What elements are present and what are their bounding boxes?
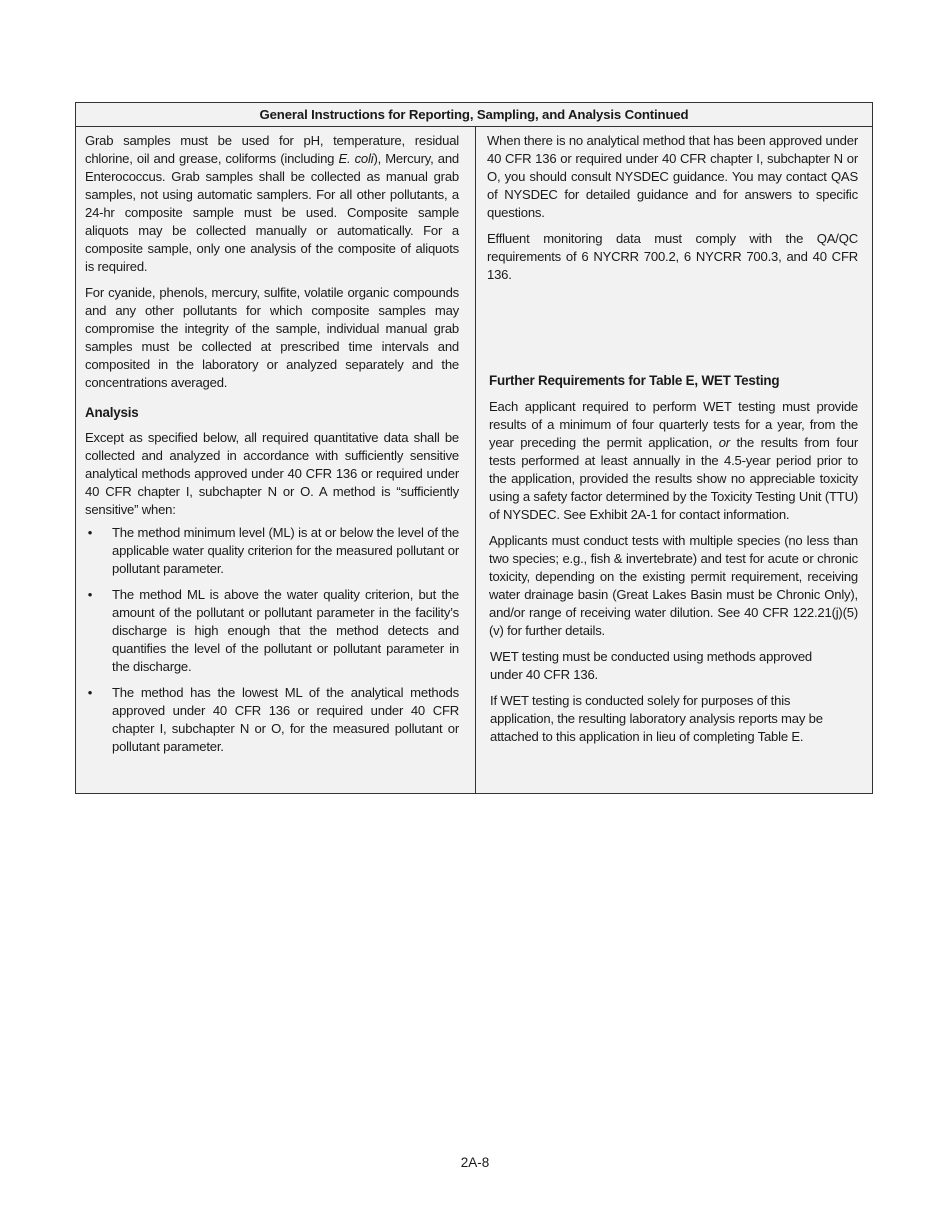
wet-methods-paragraph: WET testing must be conducted using methods approved under 40 CFR 136. — [490, 649, 812, 682]
e-coli-italic: E. coli — [338, 151, 374, 166]
page-number: 2A-8 — [460, 1155, 490, 1170]
wet-solely-paragraph: If WET testing is conducted solely for purposes of this application, the resulting laboratory analysis reports may be attached to this application in lieu of completing Table E. — [490, 693, 823, 744]
criteria-item: • The method minimum level (ML) is at or below the level of the applicable water quality criterion for the measured pollutant or pollutant parameter. — [85, 524, 459, 578]
sensitivity-criteria-list — [85, 524, 459, 756]
analysis-intro-paragraph: Except as specified below, all required quantitative data shall be collected and analyzed in accordance with sufficiently sensitive analytical methods approved under 40 CFR 136 or required under 40 CFR chapter I, subchapter N or O. A method is “sufficiently sensitive” when: — [85, 430, 459, 517]
bullet-icon: • — [87, 587, 93, 602]
bullet-icon: • — [87, 685, 93, 700]
wet-applicant-paragraph: Each applicant required to perform WET testing must provide results of a minimum of four quarterly tests for a year, from the year preceding the permit application, or the results from four tests performed at least annually in the 4.5-year period prior to the application, provided the results show no appreciable toxicity using a safety factor determined by the Toxicity Testing Unit (TTU) of NYSDEC. See Exhibit 2A-1 for contact information. — [489, 399, 858, 522]
or-italic: or — [718, 435, 730, 450]
criteria-item: • The method ML is above the water quality criterion, but the amount of the pollutant or pollutant parameter in the facility’s discharge is high enough that the method detects and quantifies the level of the pollutant or pollutant parameter in the discharge. — [85, 586, 459, 676]
analysis-heading: Analysis — [85, 405, 139, 420]
left-column — [76, 126, 475, 764]
species-paragraph: Applicants must conduct tests with multiple species (no less than two species; e.g., fish & invertebrate) and test for acute or chronic toxicity, depending on the existing permit requirement, receiving water drainage basin (Great Lakes Basin must be Chronic Only), and/or range of receiving water dilution. See 40 CFR 122.21(j)(5)(v) for further details. — [489, 533, 858, 638]
right-column — [476, 126, 874, 754]
no-method-paragraph: When there is no analytical method that has been approved under 40 CFR 136 or required under 40 CFR chapter I, subchapter N or O, you should consult NYSDEC guidance. You may contact QAS of NYSDEC for detailed guidance and for answers to specific questions. — [487, 133, 858, 220]
cyanide-paragraph: For cyanide, phenols, mercury, sulfite, volatile organic compounds and any other pollutants for which composite samples may compromise the integrity of the sample, individual manual grab samples must be collected at prescribed time intervals and composited in the laboratory or analyzed separately and the concentrations averaged. — [85, 285, 459, 390]
grab-samples-paragraph: Grab samples must be used for pH, temperature, residual chlorine, oil and grease, coliforms (including E. coli), Mercury, and Enterococcus. Grab samples shall be collected as manual grab samples, not using automatic samplers. For all other pollutants, a 24-hr composite sample must be used. Composite sample aliquots may be collected manually or automatically. For a composite sample, only one analysis of the composite of aliquots is required. — [85, 133, 459, 274]
bullet-icon: • — [87, 525, 93, 540]
box-header-title: General Instructions for Reporting, Sampling, and Analysis Continued — [76, 103, 872, 127]
effluent-monitoring-paragraph: Effluent monitoring data must comply with the QA/QC requirements of 6 NYCRR 700.2, 6 NYCRR 700.3, and 40 CFR 136. — [487, 231, 858, 282]
instructions-box — [75, 102, 873, 794]
criteria-item: • The method has the lowest ML of the analytical methods approved under 40 CFR 136 or required under 40 CFR chapter I, subchapter N or O, for the measured pollutant or pollutant parameter. — [85, 684, 459, 756]
wet-testing-heading: Further Requirements for Table E, WET Testing — [489, 373, 780, 388]
